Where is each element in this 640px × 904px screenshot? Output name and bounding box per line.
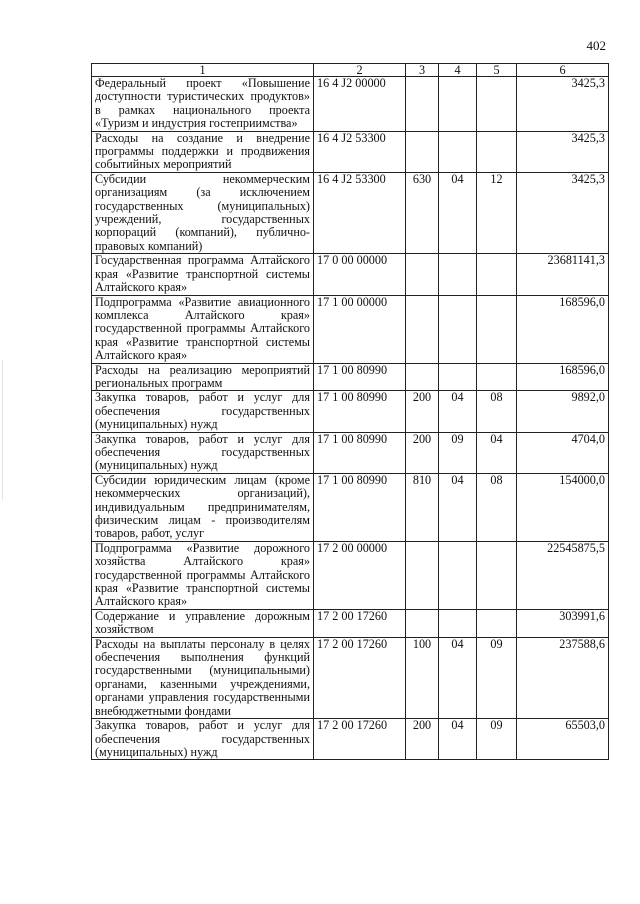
row-expense-type: 200 [406,432,439,473]
column-header-3: 3 [406,64,439,77]
row-name: Подпрограмма «Развитие авиационного комплекса Алтайского края» государственной программы Алтайского края «Развитие транспортной системы Алтайского края» [92,295,314,363]
column-header-5: 5 [477,64,517,77]
row-subsection [477,295,517,363]
table-row [92,77,609,132]
row-name: Субсидии юридическим лицам (кроме некоммерческих организаций), индивидуальным предпринимателям, физическим лицам - производителям товаров, работ, услуг [92,473,314,541]
table-row [92,719,609,760]
row-expense-type [406,77,439,132]
row-amount: 9892,0 [517,391,609,432]
row-section: 04 [439,473,477,541]
table-row [92,637,609,718]
column-header-6: 6 [517,64,609,77]
row-amount: 23681141,3 [517,254,609,295]
table-row [92,172,609,253]
row-subsection [477,609,517,637]
row-subsection: 09 [477,637,517,718]
row-amount: 3425,3 [517,77,609,132]
row-expense-type: 200 [406,391,439,432]
row-subsection [477,541,517,609]
row-amount: 168596,0 [517,363,609,391]
row-amount: 303991,6 [517,609,609,637]
row-code: 17 0 00 00000 [314,254,406,295]
row-name: Закупка товаров, работ и услуг для обеспечения государственных (муниципальных) нужд [92,391,314,432]
row-amount: 237588,6 [517,637,609,718]
row-name: Расходы на реализацию мероприятий региональных программ [92,363,314,391]
row-section [439,541,477,609]
row-expense-type: 100 [406,637,439,718]
row-subsection: 08 [477,473,517,541]
row-code: 17 1 00 80990 [314,432,406,473]
row-expense-type [406,254,439,295]
table-row [92,391,609,432]
row-amount: 3425,3 [517,131,609,172]
row-name: Расходы на выплаты персоналу в целях обеспечения выполнения функций государственными (муниципальными) органами, казенными учреждениями, органами управления государственными внебюджетными фондами [92,637,314,718]
row-subsection: 12 [477,172,517,253]
row-section [439,77,477,132]
column-header-1: 1 [92,64,314,77]
row-code: 16 4 J2 53300 [314,172,406,253]
row-name: Закупка товаров, работ и услуг для обеспечения государственных (муниципальных) нужд [92,432,314,473]
row-code: 17 2 00 17260 [314,637,406,718]
row-amount: 154000,0 [517,473,609,541]
row-name: Закупка товаров, работ и услуг для обеспечения государственных (муниципальных) нужд [92,719,314,760]
row-subsection [477,77,517,132]
row-section [439,254,477,295]
row-section: 09 [439,432,477,473]
row-section: 04 [439,172,477,253]
row-code: 17 1 00 80990 [314,363,406,391]
scan-edge-mark [2,360,3,500]
row-code: 17 1 00 80990 [314,473,406,541]
row-section: 04 [439,391,477,432]
page-number: 402 [586,38,606,53]
row-section: 04 [439,637,477,718]
row-amount: 65503,0 [517,719,609,760]
row-name: Содержание и управление дорожным хозяйством [92,609,314,637]
table-row [92,363,609,391]
row-subsection [477,363,517,391]
row-code: 17 2 00 17260 [314,609,406,637]
row-expense-type [406,295,439,363]
row-code: 16 4 J2 00000 [314,77,406,132]
row-expense-type [406,131,439,172]
row-amount: 22545875,5 [517,541,609,609]
row-name: Федеральный проект «Повышение доступности туристических продуктов» в рамках национального проекта «Туризм и индустрия гостеприимства» [92,77,314,132]
row-subsection [477,254,517,295]
row-code: 17 1 00 80990 [314,391,406,432]
row-name: Расходы на создание и внедрение программы поддержки и продвижения событийных мероприятий [92,131,314,172]
row-expense-type: 630 [406,172,439,253]
table-row [92,432,609,473]
row-code: 17 2 00 00000 [314,541,406,609]
row-code: 17 1 00 00000 [314,295,406,363]
budget-table [91,63,609,760]
row-name: Государственная программа Алтайского края «Развитие транспортной системы Алтайского края» [92,254,314,295]
row-section [439,131,477,172]
row-expense-type: 200 [406,719,439,760]
row-section [439,609,477,637]
table-row [92,295,609,363]
table-row [92,131,609,172]
row-section: 04 [439,719,477,760]
row-amount: 4704,0 [517,432,609,473]
row-code: 16 4 J2 53300 [314,131,406,172]
header-row [92,64,609,77]
row-code: 17 2 00 17260 [314,719,406,760]
row-expense-type [406,363,439,391]
row-amount: 168596,0 [517,295,609,363]
row-subsection [477,131,517,172]
row-subsection: 08 [477,391,517,432]
table-row [92,473,609,541]
row-subsection: 04 [477,432,517,473]
row-name: Субсидии некоммерческим организациям (за исключением государственных (муниципальных) учреждений, государственных корпораций (компаний), публично-правовых компаний) [92,172,314,253]
row-section [439,363,477,391]
row-subsection: 09 [477,719,517,760]
row-amount: 3425,3 [517,172,609,253]
row-section [439,295,477,363]
table-header [92,64,609,77]
table-row [92,609,609,637]
column-header-4: 4 [439,64,477,77]
row-name: Подпрограмма «Развитие дорожного хозяйства Алтайского края» государственной программы Алтайского края «Развитие транспортной системы Алтайского края» [92,541,314,609]
table-row [92,541,609,609]
row-expense-type [406,541,439,609]
row-expense-type: 810 [406,473,439,541]
row-expense-type [406,609,439,637]
table-row [92,254,609,295]
column-header-2: 2 [314,64,406,77]
table-body [92,77,609,760]
